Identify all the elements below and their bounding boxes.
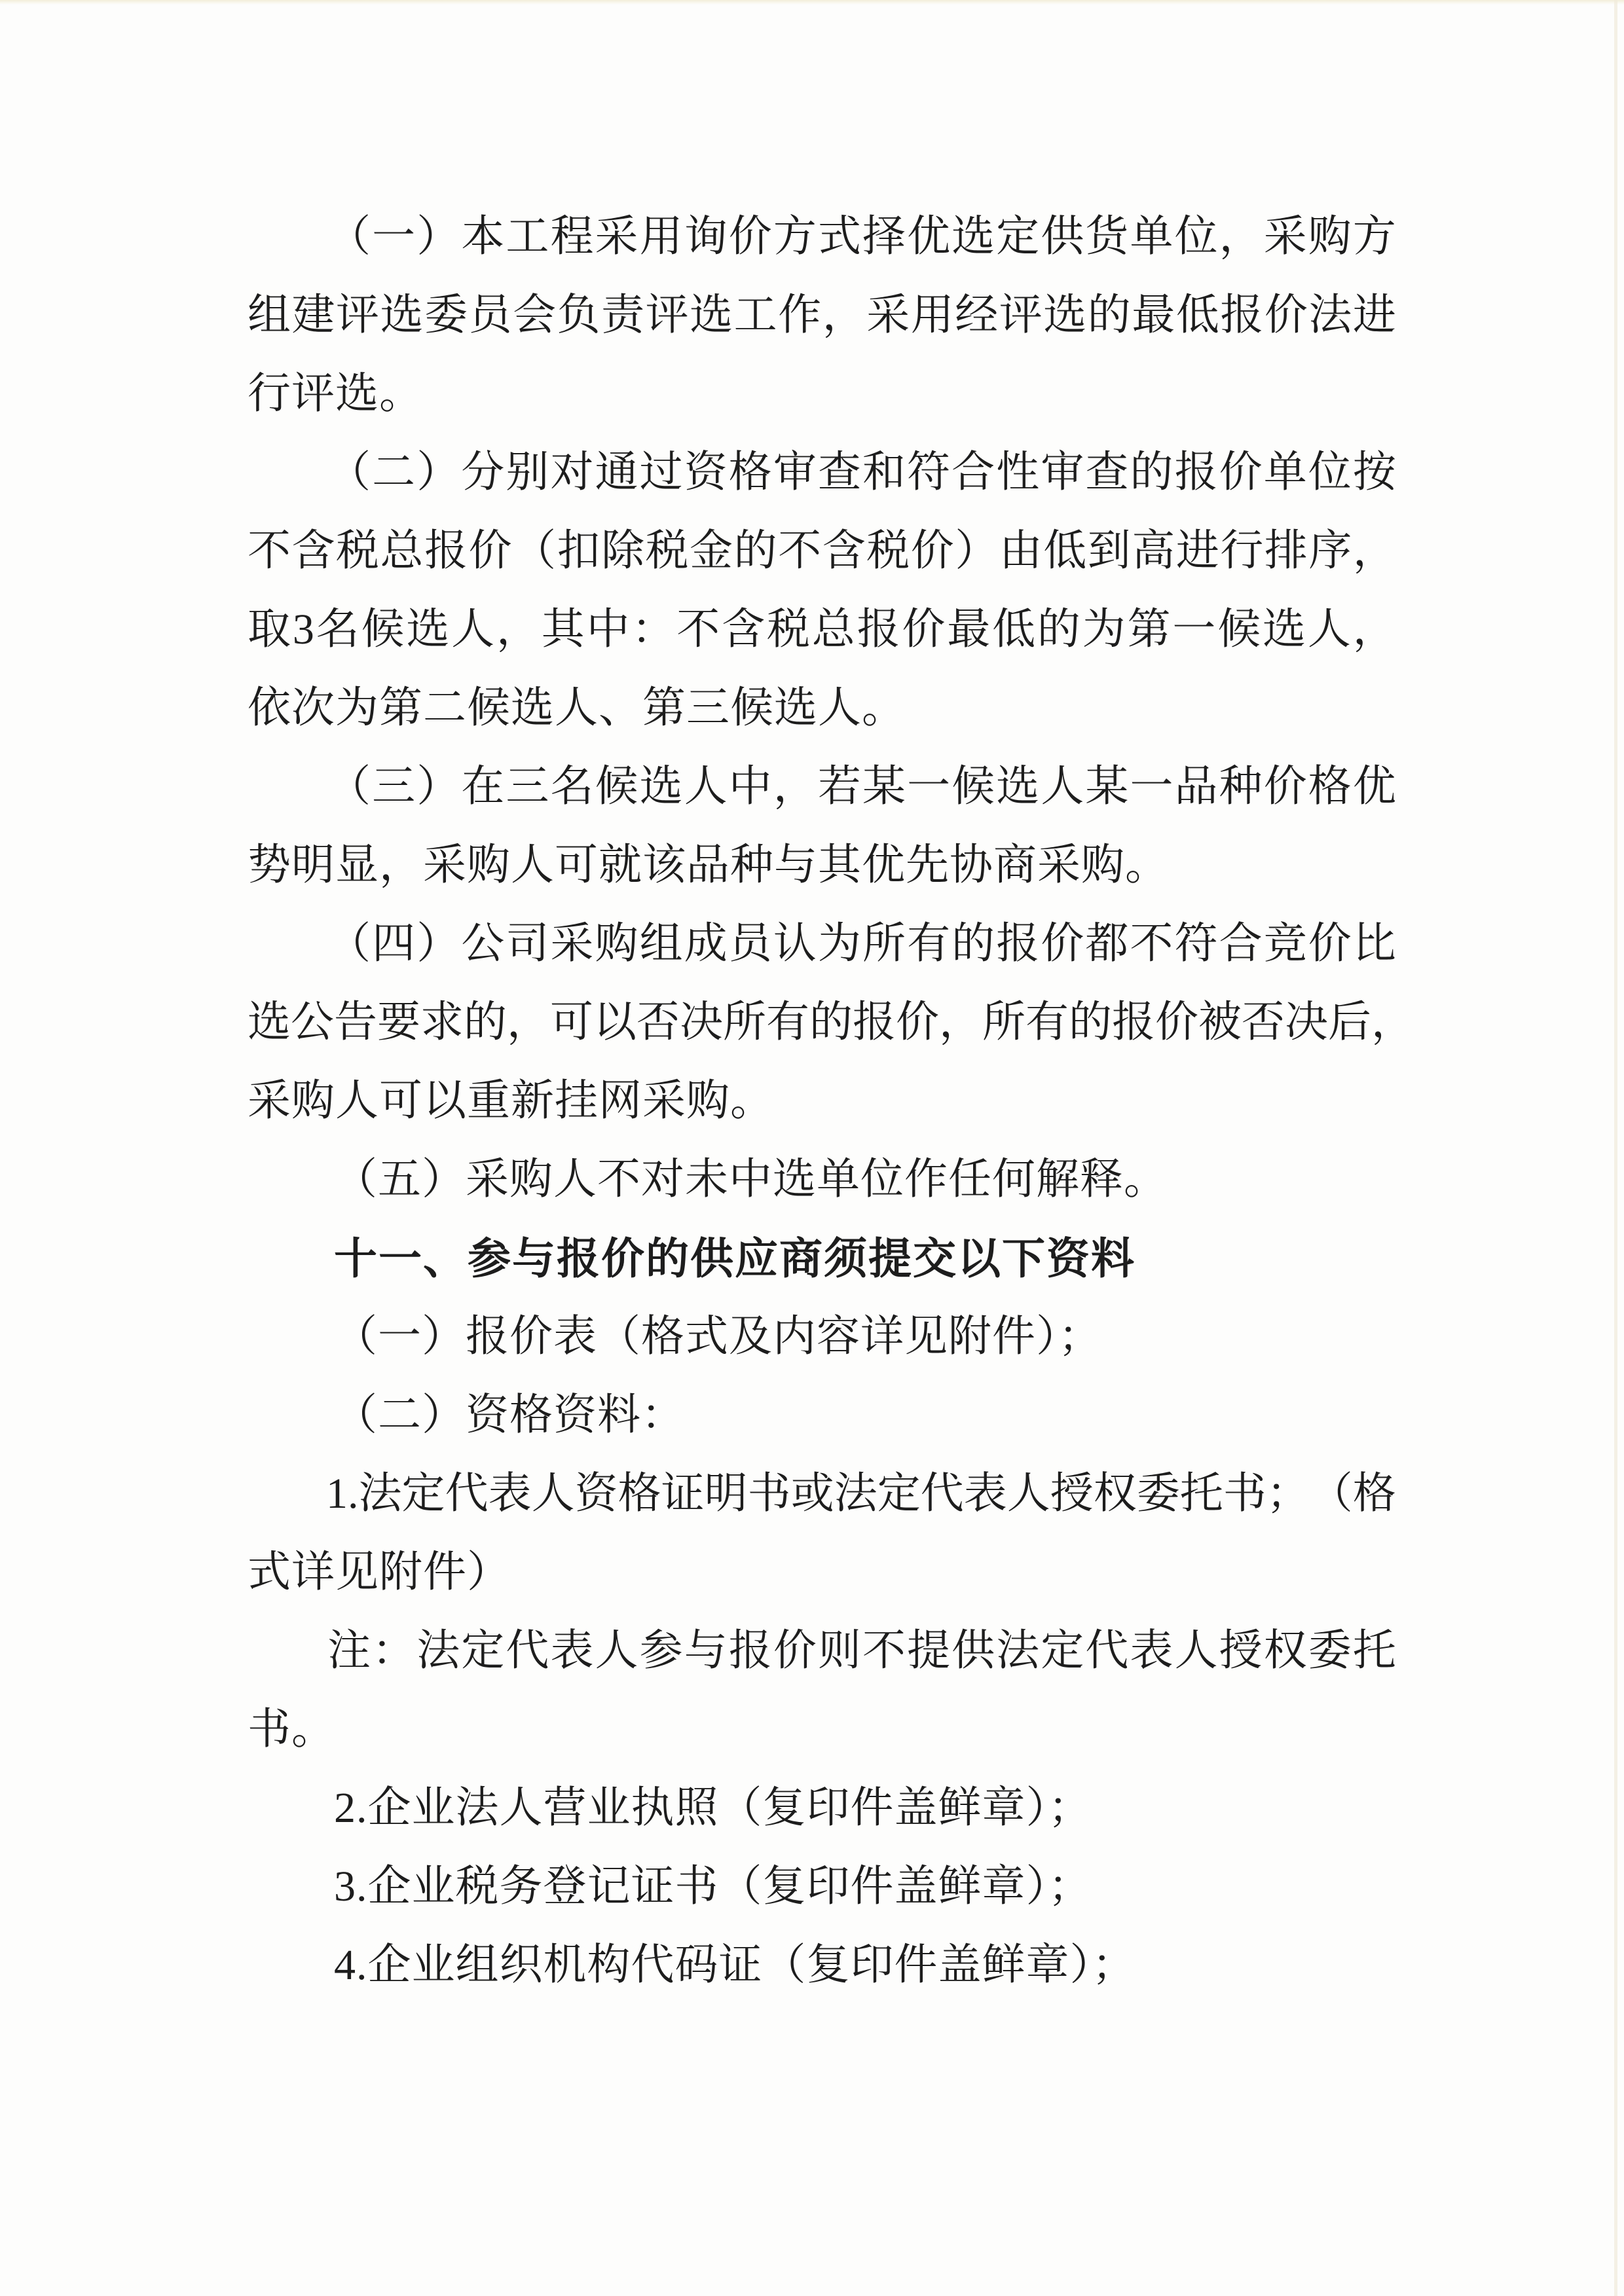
section-heading: 十一、参与报价的供应商须提交以下资料 xyxy=(334,1234,1135,1283)
text-line: 势明显，采购人可就该品种与其优先协商采购。 xyxy=(248,841,1169,889)
text-line: （二）资格资料： xyxy=(334,1391,685,1439)
text-line: 2.企业法人营业执照（复印件盖鲜章）； xyxy=(334,1784,1092,1832)
text-line: 3.企业税务登记证书（复印件盖鲜章）； xyxy=(334,1863,1092,1910)
scan-right-edge xyxy=(1614,0,1617,2296)
text-line: 1. 法 定 代 表 人 资 格 证 明 书 或 法 定 代 表 人 授 权 委 托 书 ； （ 格 xyxy=(326,1470,1396,1518)
text-line: 选 公 告 要 求 的 ， 可 以 否 决 所 有 的 报 价 ， 所 有 的 报 价 被 否 决 后 ， xyxy=(248,998,1414,1046)
text-line: （ 三 ） 在 三 名 候 选 人 中 ， 若 某 一 候 选 人 某 一 品 种 价 格 优 xyxy=(327,763,1396,811)
text-line: 依次为第二候选人、第三候选人。 xyxy=(248,684,906,732)
text-line: （ 二 ） 分 别 对 通 过 资 格 审 查 和 符 合 性 审 查 的 报 价 单 位 按 xyxy=(327,448,1396,496)
text-line: 注 ： 法 定 代 表 人 参 与 报 价 则 不 提 供 法 定 代 表 人 授 权 委 托 xyxy=(327,1627,1396,1675)
text-line: 采购人可以重新挂网采购。 xyxy=(248,1077,774,1125)
text-line: 组 建 评 选 委 员 会 负 责 评 选 工 作 ， 采 用 经 评 选 的 最 低 报 价 法 进 xyxy=(248,291,1396,339)
document-body xyxy=(248,198,1414,2005)
text-line: 行评选。 xyxy=(248,370,423,418)
text-line: 式详见附件） xyxy=(248,1548,511,1596)
text-line: 取 3 名 候 选 人 ， 其 中 ： 不 含 税 总 报 价 最 低 的 为 第 一 候 选 人 ， xyxy=(248,606,1396,653)
text-line: 书。 xyxy=(248,1705,335,1753)
text-line: （ 四 ） 公 司 采 购 组 成 员 认 为 所 有 的 报 价 都 不 符 合 竞 价 比 xyxy=(327,920,1396,968)
text-line: （ 一 ） 本 工 程 采 用 询 价 方 式 择 优 选 定 供 货 单 位 ， 采 购 方 xyxy=(327,213,1396,261)
scan-top-edge xyxy=(0,0,1624,5)
text-line: 4.企业组织机构代码证（复印件盖鲜章）； xyxy=(334,1941,1136,1989)
text-line: 不 含 税 总 报 价 （ 扣 除 税 金 的 不 含 税 价 ） 由 低 到 高 进 行 排 序 ， xyxy=(248,527,1396,575)
text-line: （五）采购人不对未中选单位作任何解释。 xyxy=(334,1156,1168,1203)
text-line: （一）报价表（格式及内容详见附件）； xyxy=(334,1313,1102,1360)
